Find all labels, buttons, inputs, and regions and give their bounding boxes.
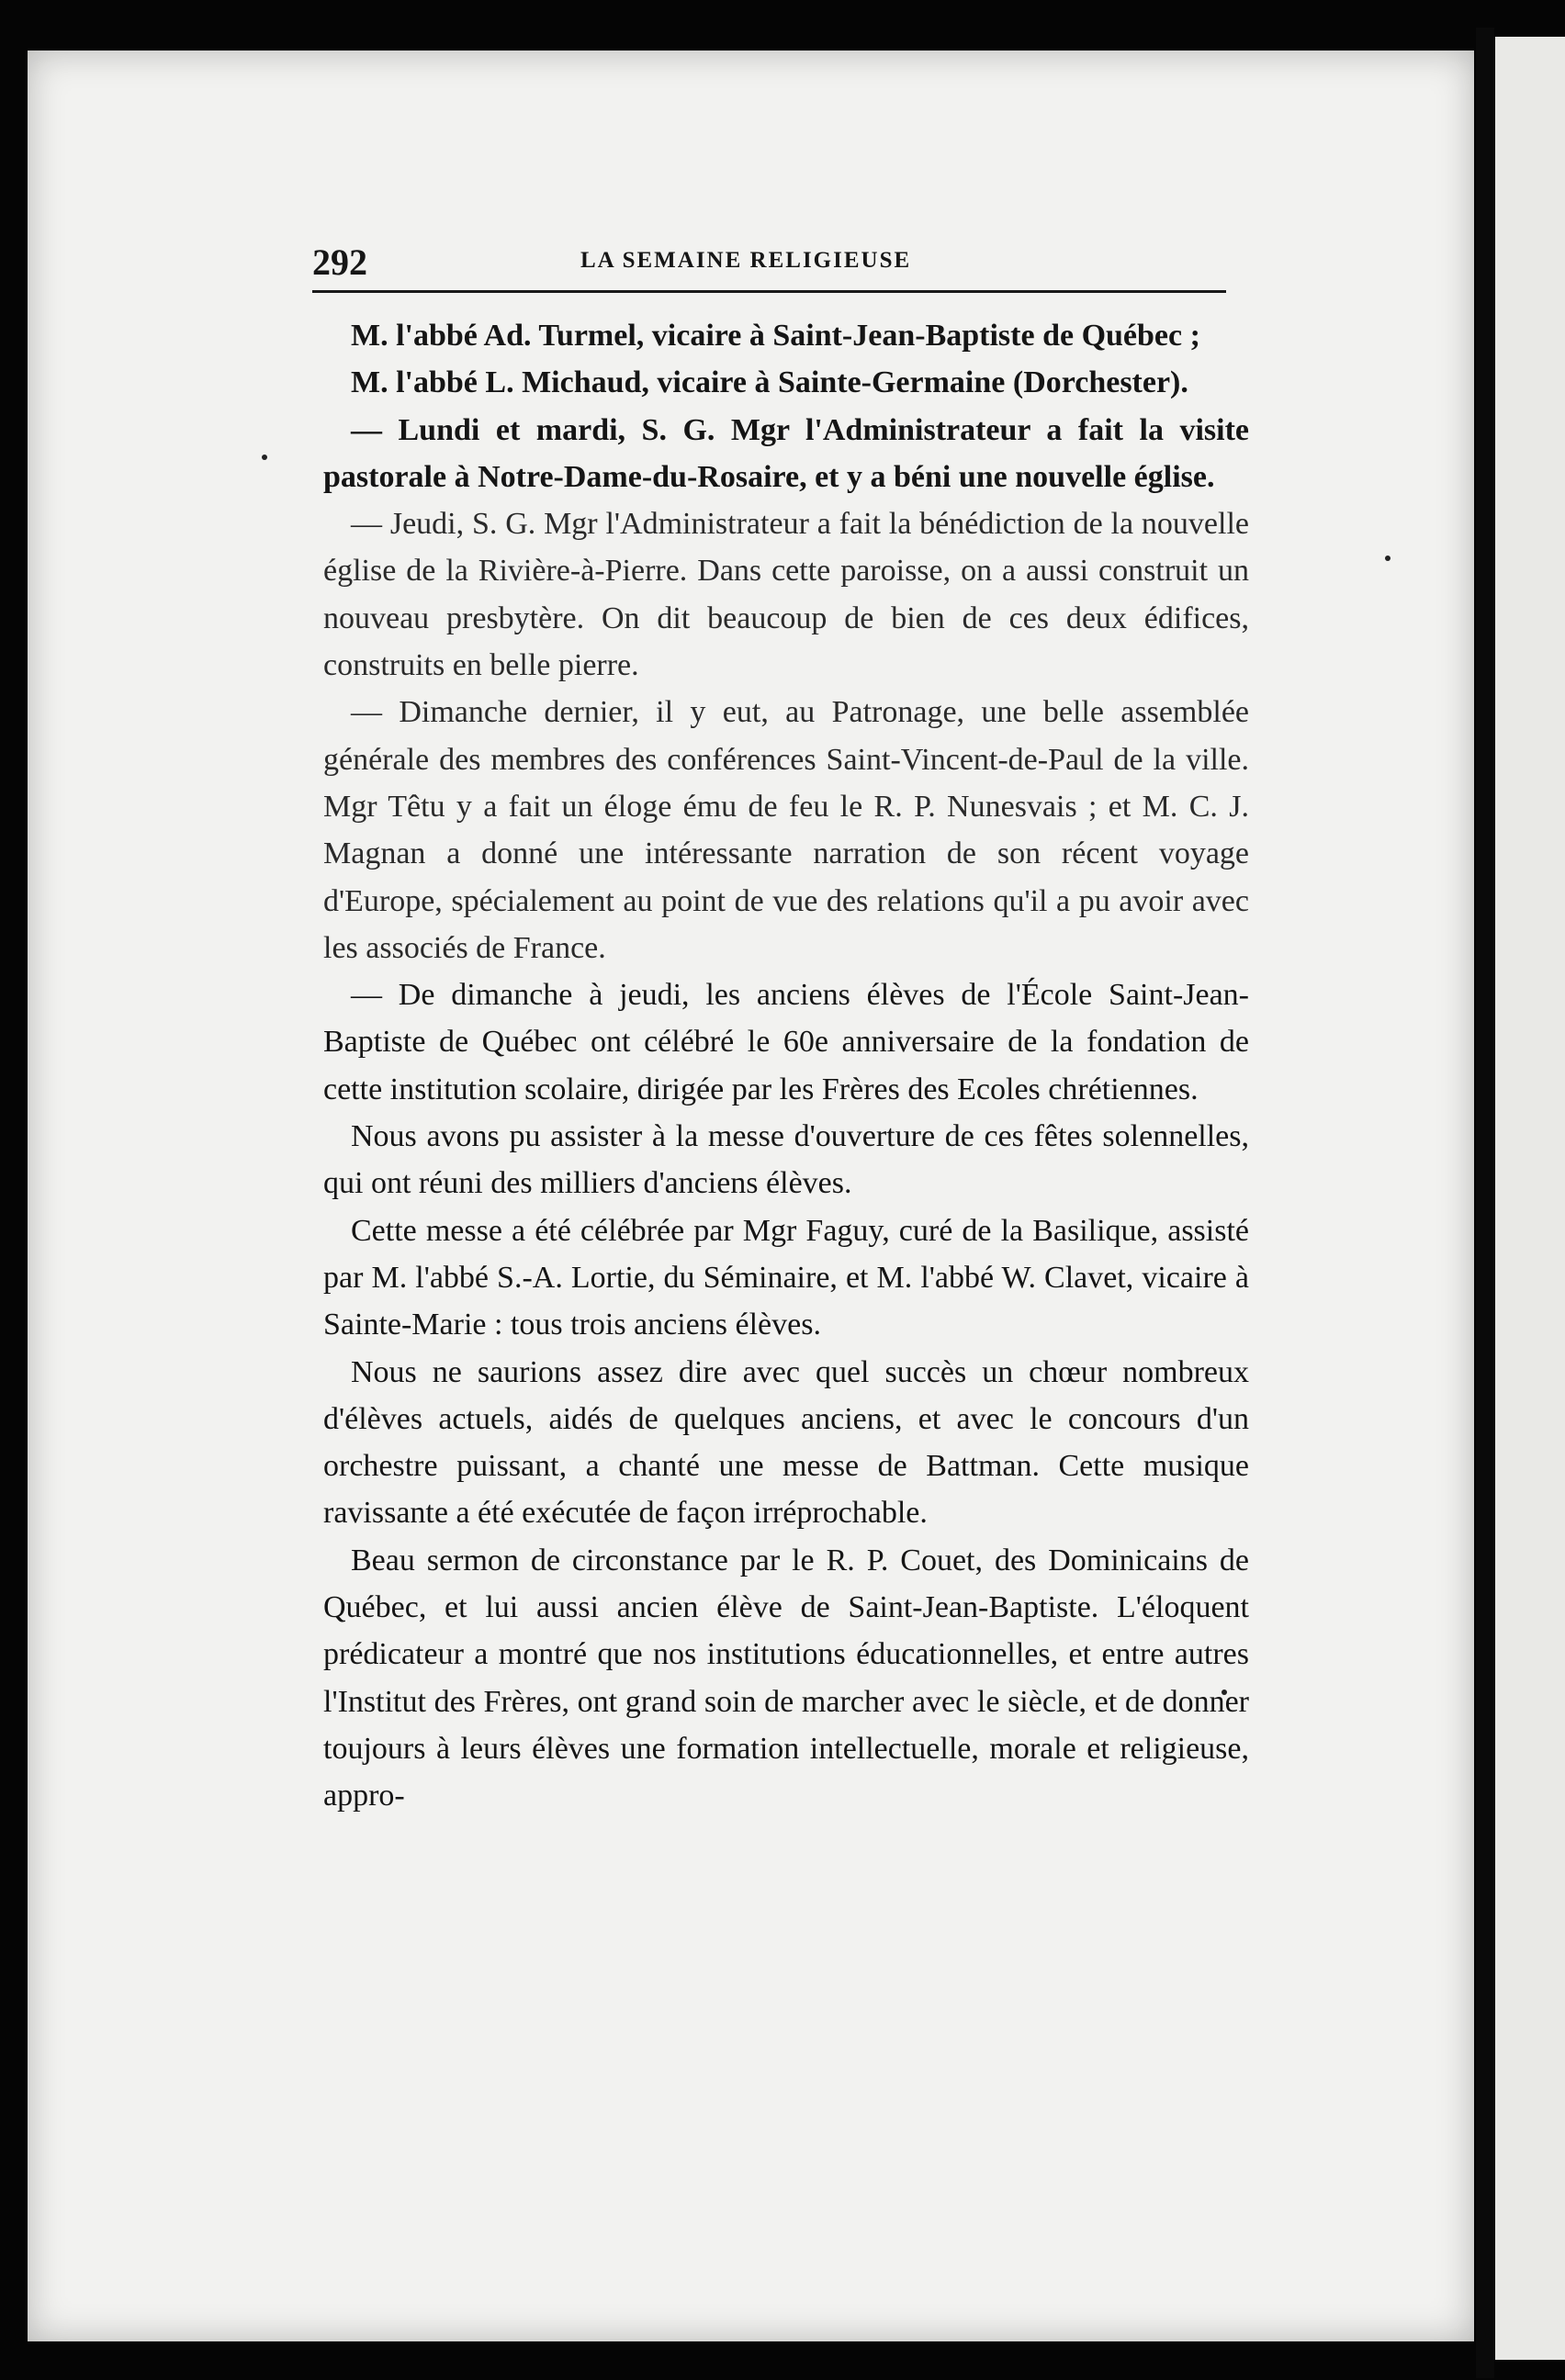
ink-speck (1385, 556, 1390, 561)
paragraph: Beau sermon de circonstance par le R. P. Couet, des Dominicains de Québec, et lui aussi ancien élève de Saint-Jean-Baptiste. L'éloquent prédicateur a montré que nos institutions éducationnelles, et entre autres l'Institut des Frères, ont grand soin de marcher avec le siècle, et de donner toujours à leurs élèves une formation intellectuelle, morale et religieuse, appro- (323, 1543, 1249, 1813)
binding-gutter (1476, 28, 1494, 2378)
ink-speck (262, 455, 267, 460)
paragraph: M. l'abbé Ad. Turmel, vicaire à Saint-Jean-Baptiste de Québec ; (351, 319, 1200, 353)
paragraph: — Dimanche dernier, il y eut, au Patronage, une belle assemblée générale des membres des conférences Saint-Vincent-de-Paul de la ville. Mgr Têtu y a fait un éloge ému de feu le R. P. Nunesvais ; et M. C. J. Magnan a donné une intéressante narration de son récent voyage d'Europe, spécialement au point de vue des relations qu'il a pu avoir avec les associés de France. (323, 695, 1249, 965)
paragraph: Nous avons pu assister à la messe d'ouverture de ces fêtes solennelles, qui ont réuni des milliers d'anciens élèves. (323, 1119, 1249, 1201)
paragraph: M. l'abbé L. Michaud, vicaire à Sainte-Germaine (Dorchester). (351, 365, 1188, 400)
running-head (312, 241, 1231, 286)
header-rule (312, 290, 1226, 293)
paragraph: Nous ne saurions assez dire avec quel succès un chœur nombreux d'élèves actuels, aidés de quelques anciens, et avec le concours d'un orchestre puissant, a chanté une messe de Battman. Cette musique ravissante a été exécutée de façon irréprochable. (323, 1354, 1249, 1531)
paragraph: — Jeudi, S. G. Mgr l'Administrateur a fait la bénédiction de la nouvelle église de la Rivière-à-Pierre. Dans cette paroisse, on a aussi construit un nouveau presbytère. On dit beaucoup de bien de ces deux édifices, construits en belle pierre. (323, 507, 1249, 683)
running-title: LA SEMAINE RELIGIEUSE (580, 248, 912, 273)
facing-page-edge (1495, 37, 1565, 2360)
paragraph: — De dimanche à jeudi, les anciens élèves de l'École Saint-Jean-Baptiste de Québec ont célébré le 60e anniversaire de la fondation de cette institution scolaire, dirigée par les Frères des Ecoles chrétiennes. (323, 978, 1249, 1106)
paragraph: Cette messe a été célébrée par Mgr Faguy, curé de la Basilique, assisté par M. l'abbé S.-A. Lortie, du Séminaire, et M. l'abbé W. Clavet, vicaire à Sainte-Marie : tous trois anciens élèves. (323, 1213, 1249, 1342)
article-text (323, 312, 1249, 1820)
page-number: 292 (312, 241, 367, 283)
paragraph: — Lundi et mardi, S. G. Mgr l'Administrateur a fait la visite pastorale à Notre-Dame-du-Rosaire, et y a béni une nouvelle église. (323, 412, 1249, 494)
